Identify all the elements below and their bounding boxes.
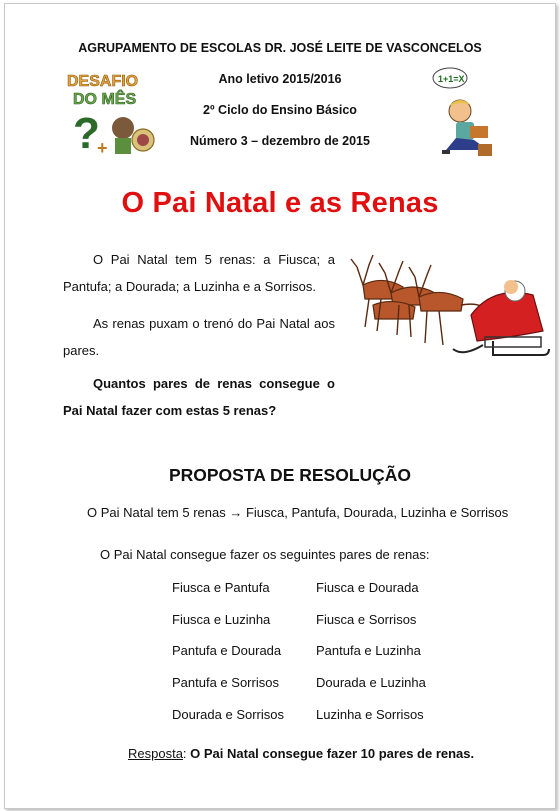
pair-3-left: Pantufa e Dourada [172, 643, 282, 658]
pair-2-left: Fiusca e Luzinha [172, 612, 271, 627]
solution-line-2: O Pai Natal consegue fazer os seguintes pares de renas: [100, 547, 430, 562]
answer-colon: : [182, 746, 191, 761]
school-name: AGRUPAMENTO DE ESCOLAS DR. JOSÉ LEITE DE VASCONCELOS [78, 41, 482, 55]
logo-text-desafio: DESAFIO [67, 73, 139, 90]
school-year: Ano letivo 2015/2016 [218, 72, 342, 86]
pair-4-left: Pantufa e Sorrisos [172, 675, 279, 690]
reindeer-sleigh-illustration [343, 245, 551, 363]
answer-line [128, 746, 474, 761]
pair-2-right: Fiusca e Sorrisos [316, 612, 417, 627]
logo-text-do-mes: DO MÊS [73, 91, 137, 108]
problem-question: Quantos pares de renas consegue o Pai Natal fazer com estas 5 renas? [63, 376, 335, 418]
pair-1-right: Fiusca e Dourada [316, 580, 419, 595]
pair-5-left: Dourada e Sorrisos [172, 707, 284, 722]
pair-5-right: Luzinha e Sorrisos [316, 707, 424, 722]
student-illustration [432, 66, 502, 158]
pair-1-left: Fiusca e Pantufa [172, 580, 270, 595]
problem-title: O Pai Natal e as Renas [121, 187, 439, 219]
school-cycle: 2º Ciclo do Ensino Básico [203, 103, 357, 117]
thought-bubble-text: 1+1=X [438, 74, 465, 84]
solution-title: PROPOSTA DE RESOLUÇÃO [168, 465, 412, 485]
pair-3-right: Pantufa e Luzinha [316, 643, 421, 658]
pair-4-right: Dourada e Luzinha [316, 675, 426, 690]
answer-text: O Pai Natal consegue fazer 10 pares de renas. [190, 746, 475, 761]
answer-label: Resposta [128, 746, 183, 761]
svg-text:?: ? [73, 109, 100, 158]
desafio-do-mes-logo [63, 68, 155, 160]
svg-text:+: + [97, 138, 108, 158]
problem-paragraph-1: O Pai Natal tem 5 renas: a Fiusca; a Pantufa; a Dourada; a Luzinha e a Sorrisos. [63, 252, 335, 294]
problem-paragraph-2: As renas puxam o trenó do Pai Natal aos pares. [63, 316, 335, 358]
issue-number: Número 3 – dezembro de 2015 [190, 134, 370, 148]
solution-line-1: O Pai Natal tem 5 renas → Fiusca, Pantufa, Dourada, Luzinha e Sorrisos [87, 505, 509, 520]
